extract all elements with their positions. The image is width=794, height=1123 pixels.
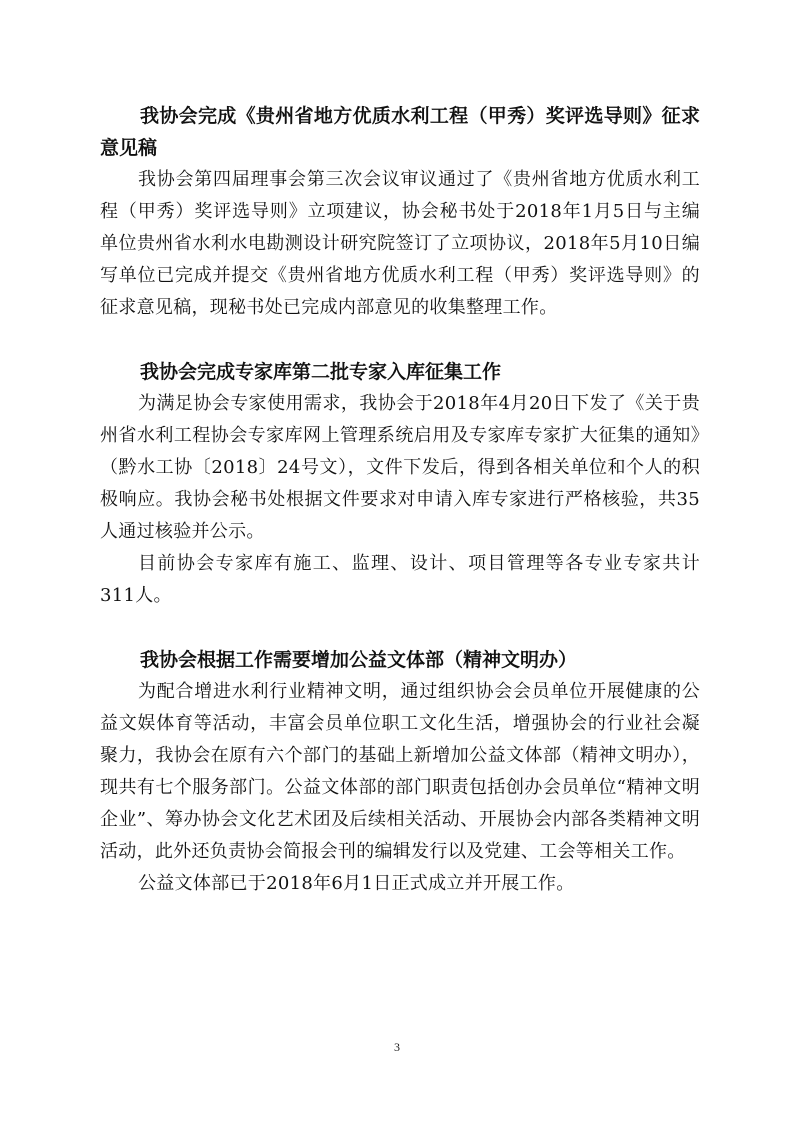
- section-paragraph: 目前协会专家库有施工、监理、设计、项目管理等各专业专家共计311人。: [100, 553, 700, 606]
- page-number: 3: [394, 1040, 400, 1054]
- section-paragraph: 为配合增进水利行业精神文明，通过组织协会会员单位开展健康的公益文娱体育等活动，丰富会员单位职工文化生活，增强协会的行业社会凝聚力，我协会在原有六个部门的基础上新增加公益文体部（精神文明办），现共有七个服务部门。公益文体部的部门职责包括创办会员单位“精神文明企业”、筹办协会文化艺术团及后续相关活动、开展协会内部各类精神文明活动，此外还负责协会简报会刊的编辑发行以及党建、工会等相关工作。: [100, 681, 700, 862]
- section-heading: 我协会完成《贵州省地方优质水利工程（甲秀）奖评选导则》征求意见稿: [100, 105, 700, 159]
- news-section-expert-database: [100, 356, 700, 612]
- document-body: [100, 100, 700, 900]
- section-heading: 我协会根据工作需要增加公益文体部（精神文明办）: [140, 649, 578, 671]
- news-section-new-department: [100, 644, 700, 900]
- section-paragraph: 公益文体部已于2018年6月1日正式成立并开展工作。: [138, 873, 575, 894]
- section-paragraph: 为满足协会专家使用需求，我协会于2018年4月20日下发了《关于贵州省水利工程协会专家库网上管理系统启用及专家库专家扩大征集的通知》（黔水工协〔2018〕24号文），文件下发后，得到各相关单位和个人的积极响应。我协会秘书处根据文件要求对申请入库专家进行严格核验，共35人通过核验并公示。: [100, 393, 700, 542]
- news-section-draft-guideline: [100, 100, 700, 324]
- section-heading: 我协会完成专家库第二批专家入库征集工作: [140, 361, 502, 383]
- section-paragraph: 我协会第四届理事会第三次会议审议通过了《贵州省地方优质水利工程（甲秀）奖评选导则》立项建议，协会秘书处于2018年1月5日与主编单位贵州省水利水电勘测设计研究院签订了立项协议，2018年5月10日编写单位已完成并提交《贵州省地方优质水利工程（甲秀）奖评选导则》的征求意见稿，现秘书处已完成内部意见的收集整理工作。: [100, 169, 700, 318]
